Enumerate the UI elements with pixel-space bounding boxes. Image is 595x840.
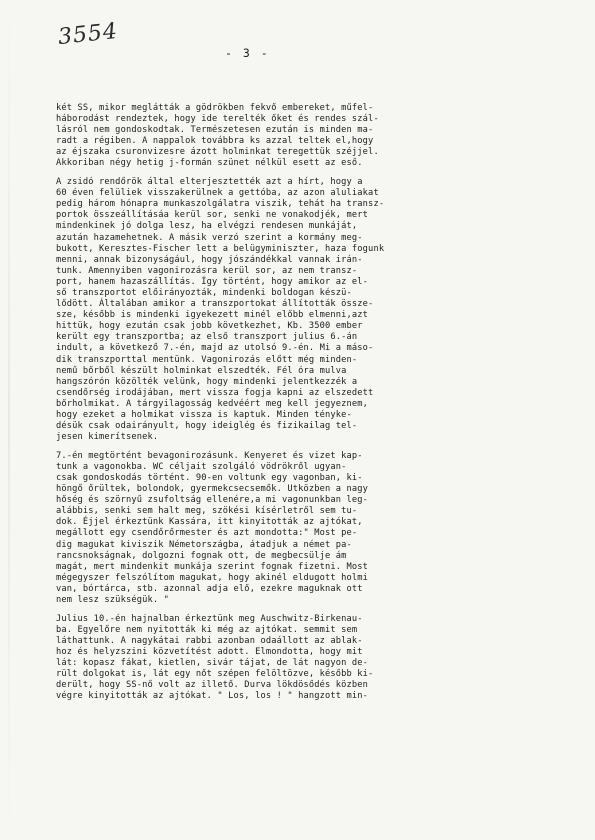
- text-line: láthattunk. A nagykátai rabbi azonban odaállott az ablak-: [56, 635, 363, 646]
- text-line: pedig három hónapra munkaszolgálatra viszik, tehát ha transz-: [56, 199, 385, 210]
- page-number: - 3 -: [225, 46, 270, 60]
- text-line: portok összeállításáa kerül sor, senki ne vonakodjék, mert: [56, 210, 369, 221]
- text-line: hőség és szörnyű zsufoltság ellenére,a mi vagonunkban leg-: [56, 495, 369, 506]
- text-line: lát: kopasz fákat, kietlen, sivár tájat, de lát nagyon de-: [56, 658, 369, 668]
- text-line: azután hazamehetnek. A másik verzó szerint a kormány meg-: [56, 232, 363, 243]
- text-line: végre kinyitották az ajtókat. " Los, los ! " hangzott min-: [56, 691, 369, 702]
- text-line: csendőrség irodájában, mert vissza fogja kapni az elszedett: [56, 387, 374, 398]
- text-line: bukott, Keresztes-Fischer lett a belügyminiszter, haza fogunk: [56, 243, 385, 254]
- text-line: Akkoriban négy hetig j-formán szünet nélkül esett az eső.: [56, 158, 363, 169]
- paragraph: [56, 451, 576, 606]
- text-line: 7.-én megtörtént bevagonirozásunk. Kenyeret és vizet kap-: [56, 450, 363, 461]
- text-line: magát, mert mindenkit munkája szerint fognak fizetni. Most: [56, 561, 369, 572]
- text-line: hangszórón közölték velünk, hogy mindenki jelentkezzék a: [56, 376, 358, 387]
- paragraph: [56, 177, 576, 443]
- text-line: sze, később is mindenki igyekezett minél előbb elmenni,azt: [56, 310, 369, 321]
- text-line: lásról nem gondoskodtak. Természetesen ezután is minden ma-: [56, 125, 374, 136]
- text-line: indult, a következő 7.-én, majd az utolsó 9.-én. Mi a máso-: [56, 343, 374, 354]
- text-line: hoz és helyzszini közvetítést adott. Elmondotta, hogy mit: [56, 646, 363, 657]
- text-line: tunk. Amennyiben vagonirozásra kerül sor, az nem transz-: [56, 265, 358, 276]
- text-line: lődött. Általában amikor a transzportokat állították össze-: [56, 299, 374, 310]
- text-line: désük csak odairányult, hogy ideiglég és fizikailag tel-: [56, 421, 358, 432]
- text-line: rancsnokságnak, dolgozni fognak ott, de megbecsülje ám: [56, 550, 347, 561]
- typewritten-body: [56, 103, 576, 710]
- text-line: két SS, mikor meglátták a gödrökben fekvő embereket, műfel-: [56, 103, 374, 113]
- text-line: nemű bőrből készült holminkat elszedték. Fél óra mulva: [56, 365, 347, 376]
- text-line: tunk a vagonokba. WC céljait szolgáló vödrökről ugyan-: [56, 461, 347, 472]
- scan-shadow: [8, 0, 10, 840]
- text-line: Julius 10.-én hajnalban érkeztünk meg Auschwitz-Birkenau-: [56, 613, 363, 624]
- text-line: ba. Egyelőre nem nyitották ki még az ajtókat. semmit sem: [56, 624, 358, 635]
- handwritten-document-number: 3554: [56, 18, 120, 51]
- text-line: höngő őrültek, bolondok, gyermekcsecsemők. Utközben a nagy: [56, 484, 369, 495]
- text-line: mindenkinek jó dolga lesz, ha elvégzi rendesen munkáját,: [56, 221, 358, 232]
- text-line: 60 éven felüliek visszakerülnek a gettóba, az azon aluliakat: [56, 188, 379, 199]
- text-line: radt a régiben. A nappalok továbbra ks azzal teltek el,hogy: [56, 136, 374, 147]
- text-line: háborodást rendeztek, hogy ide terelték őket és rendes szál-: [56, 114, 379, 125]
- text-line: port, hanem hazaszállítás. Így történt, hogy amikor az el-: [56, 276, 369, 287]
- text-line: mégegyszer felszólítom magukat, hogy akinél eldugott holmi: [56, 572, 369, 583]
- text-line: van, bórtárca, stb. azonnal adja elő, ezekre maguknak ott: [56, 583, 363, 594]
- text-line: derült, hogy SS-nő volt az illető. Durva lökdösődés közben: [56, 680, 369, 691]
- paragraph: [56, 614, 576, 703]
- text-line: került egy transzportba; az első transzport julius 6.-án: [56, 332, 358, 343]
- text-line: rült dolgokat is, lát egy nőt szépen felöltözve, később ki-: [56, 669, 374, 680]
- text-line: dig magukat kiviszik Németországba, átadjuk a német pa-: [56, 539, 352, 550]
- text-line: dok. Éjjel érkeztünk Kassára, itt kinyitották az ajtókat,: [56, 517, 363, 528]
- text-line: megállott egy csendőrőrmester és azt mondotta:" Most pe-: [56, 528, 358, 539]
- text-line: hittük, hogy ezután csak jobb következhet, Kb. 3500 ember: [56, 321, 363, 332]
- text-line: az éjszaka csuronvizesre ázott holminkat teregettük széjjel.: [56, 147, 379, 158]
- text-line: nem lesz szükségük. ": [56, 595, 169, 606]
- text-line: ső transzportot előirányozták, mindenki boldogan készü-: [56, 288, 352, 298]
- text-line: alábbis, senki sem halt meg, szökési kísérletről sem tu-: [56, 506, 358, 517]
- text-line: dik transzporttal mentünk. Vagonirozás előtt még minden-: [56, 354, 358, 365]
- text-line: jesen kimerítsenek.: [56, 432, 159, 443]
- text-line: hogy ezeket a holmikat vissza is kaptuk. Minden tényke-: [56, 410, 352, 421]
- text-line: A zsidó rendőrök által elterjesztették azt a hírt, hogy a: [56, 177, 363, 188]
- text-line: csak gondoskodás történt. 90-en voltunk egy vagonban, ki-: [56, 473, 363, 483]
- paragraph: [56, 103, 576, 170]
- text-line: bőrholmikat. A tárgyilagosság kedvéért meg kell jegyeznem,: [56, 398, 369, 409]
- text-line: menni, annak bizonyságául, hogy jószándékkal vannak irán-: [56, 254, 363, 265]
